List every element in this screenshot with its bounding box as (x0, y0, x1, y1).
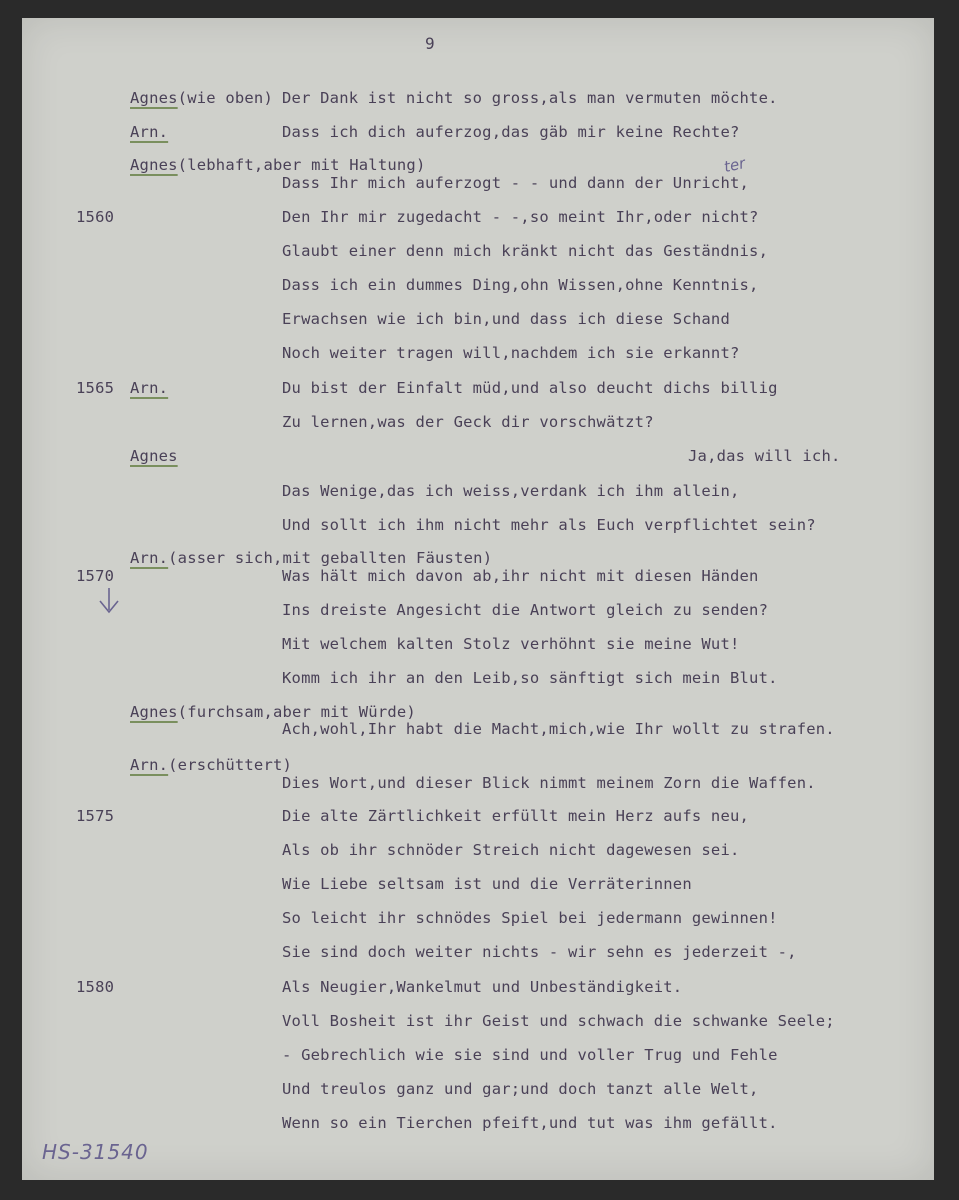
verse-line: Und sollt ich ihm nicht mehr als Euch verpflichtet sein? (282, 516, 816, 534)
verse-line: Ach,wohl,Ihr habt die Macht,mich,wie Ihr wollt zu strafen. (282, 720, 835, 738)
speaker-cue (130, 703, 416, 721)
typescript-page (22, 18, 934, 1180)
verse-line: Was hält mich davon ab,ihr nicht mit diesen Händen (282, 567, 759, 585)
verse-line: Als Neugier,Wankelmut und Unbeständigkeit. (282, 978, 683, 996)
verse-line: Mit welchem kalten Stolz verhöhnt sie meine Wut! (282, 635, 740, 653)
page-number: 9 (425, 34, 435, 53)
verse-line: Ins dreiste Angesicht die Antwort gleich zu senden? (282, 601, 769, 619)
verse-line: Du bist der Einfalt müd,und also deucht dichs billig (282, 379, 778, 397)
verse-line: Den Ihr mir zugedacht - -,so meint Ihr,oder nicht? (282, 208, 759, 226)
verse-line: Voll Bosheit ist ihr Geist und schwach die schwanke Seele; (282, 1012, 835, 1030)
verse-line: Und treulos ganz und gar;und doch tanzt alle Welt, (282, 1080, 759, 1098)
verse-line: Zu lernen,was der Geck dir vorschwätzt? (282, 413, 654, 431)
verse-number: 1570 (76, 567, 115, 585)
verse-line: Die alte Zärtlichkeit erfüllt mein Herz aufs neu, (282, 807, 750, 825)
speaker-name: Agnes (130, 156, 178, 174)
speaker-cue (130, 89, 273, 107)
verse-line: Der Dank ist nicht so gross,als man vermuten möchte. (282, 89, 778, 107)
stage-direction: (furchsam,aber mit Würde) (177, 703, 416, 721)
speaker-name: Arn. (130, 123, 169, 141)
speaker-cue (130, 156, 426, 174)
verse-line: Sie sind doch weiter nichts - wir sehn es jederzeit -, (282, 943, 797, 961)
verse-line: Dass Ihr mich auferzogt - - und dann der Unricht, (282, 174, 750, 192)
speaker-name: Arn. (130, 379, 169, 397)
verse-number: 1560 (76, 208, 115, 226)
speaker-cue (130, 447, 178, 465)
verse-line: Noch weiter tragen will,nachdem ich sie erkannt? (282, 344, 740, 362)
verse-line: Erwachsen wie ich bin,und dass ich diese Schand (282, 310, 730, 328)
archive-signature: HS-31540 (42, 1140, 149, 1164)
stage-direction: (erschüttert) (168, 756, 293, 774)
stage-direction: (asser sich,mit geballten Fäusten) (168, 549, 493, 567)
verse-line: Wenn so ein Tierchen pfeift,und tut was ihm gefällt. (282, 1114, 778, 1132)
speaker-cue (130, 379, 168, 397)
verse-line: So leicht ihr schnödes Spiel bei jedermann gewinnen! (282, 909, 778, 927)
verse-line: - Gebrechlich wie sie sind und voller Trug und Fehle (282, 1046, 778, 1064)
verse-number: 1580 (76, 978, 115, 996)
verse-line: Das Wenige,das ich weiss,verdank ich ihm allein, (282, 482, 740, 500)
verse-line: Als ob ihr schnöder Streich nicht dagewesen sei. (282, 841, 740, 859)
speaker-cue (130, 123, 168, 141)
verse-line: Komm ich ihr an den Leib,so sänftigt sich mein Blut. (282, 669, 778, 687)
speaker-cue (130, 756, 292, 774)
verse-line: Dass ich ein dummes Ding,ohn Wissen,ohne Kenntnis, (282, 276, 759, 294)
verse-number: 1575 (76, 807, 115, 825)
verse-number: 1565 (76, 379, 115, 397)
verse-line: Ja,das will ich. (688, 447, 841, 465)
verse-line: Dies Wort,und dieser Blick nimmt meinem Zorn die Waffen. (282, 774, 816, 792)
verse-line: Glaubt einer denn mich kränkt nicht das Geständnis, (282, 242, 769, 260)
verse-line: Wie Liebe seltsam ist und die Verräterinnen (282, 875, 692, 893)
speaker-cue (130, 549, 492, 567)
speaker-name: Agnes (130, 703, 178, 721)
verse-line: Dass ich dich auferzog,das gäb mir keine Rechte? (282, 123, 740, 141)
speaker-name: Agnes (130, 89, 178, 107)
stage-direction: (lebhaft,aber mit Haltung) (177, 156, 426, 174)
handwritten-correction: ter (722, 153, 747, 177)
speaker-name: Arn. (130, 756, 169, 774)
speaker-name: Agnes (130, 447, 178, 465)
down-arrow-icon (96, 586, 122, 616)
speaker-name: Arn. (130, 549, 169, 567)
stage-direction: (wie oben) (177, 89, 273, 107)
